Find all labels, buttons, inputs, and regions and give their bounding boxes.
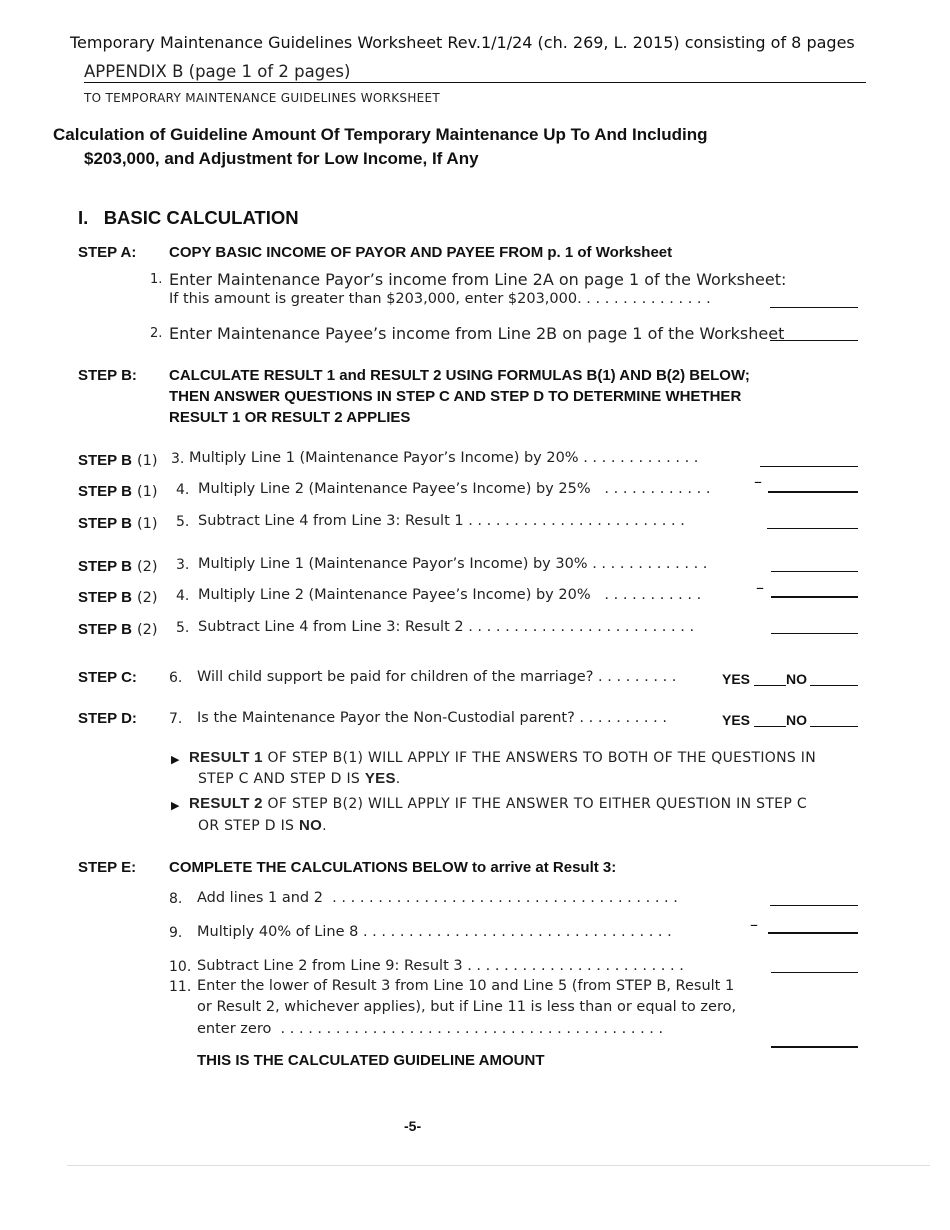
step-e-heading: COMPLETE THE CALCULATIONS BELOW to arrive at Result 3: [169,859,617,876]
formula-tag: (2) [137,622,158,638]
step-d-label: STEP D: [78,710,137,727]
b2-line-4-blank[interactable] [771,596,858,598]
line-6-number: 6. [169,670,183,686]
result-1-label: RESULT 1 [189,749,263,766]
appendix-label: APPENDIX B (page 1 of 2 pages) [84,62,351,81]
line-11-number: 11. [169,979,192,995]
step-d-yes-blank[interactable] [754,726,786,727]
line-10-text: Subtract Line 2 from Line 9: Result 3 . . . . . . . . . . . . . . . . . . . . . . . . [197,958,684,974]
step-c-no-blank[interactable] [810,685,858,686]
line-8-number: 8. [169,891,183,907]
result-1-note-line-1 [189,749,816,766]
line-2-number: 2. [150,326,163,341]
minus-sign: – [756,578,764,597]
page-number: -5- [404,1118,422,1134]
result-2-no: NO [298,817,323,834]
b2-line-3-blank[interactable] [771,571,858,572]
line-7-text: Is the Maintenance Payor the Non-Custodial parent? . . . . . . . . . . [197,710,667,726]
step-c-yes-blank[interactable] [754,685,786,686]
step-b2-line-5 [78,619,158,638]
line-1-number: 1. [150,272,163,287]
b1-line-3-blank[interactable] [760,466,858,467]
b2-line-5-number: 5. [176,620,190,636]
step-b1-line-3 [78,450,158,469]
line-2-text: Enter Maintenance Payee’s income from Line 2B on page 1 of the Worksheet [169,324,785,343]
result-1-text-cont: STEP C AND STEP D IS [198,771,365,787]
line-10-number: 10. [169,959,192,975]
line-8-text: Add lines 1 and 2 . . . . . . . . . . . . . . . . . . . . . . . . . . . . . . . . . . . . . . [197,890,678,906]
result-1-note-line-2 [198,770,401,787]
b2-line-3-text: Multiply Line 1 (Maintenance Payor’s Income) by 30% . . . . . . . . . . . . . [198,556,708,572]
step-b2-line-4 [78,587,158,606]
result-2-note-line-1 [189,795,807,812]
section-title: I. BASIC CALCULATION [78,207,299,228]
line-11-blank[interactable] [771,1046,858,1048]
formula-tag: (2) [137,559,158,575]
b1-line-3-text: Multiply Line 1 (Maintenance Payor’s Income) by 20% . . . . . . . . . . . . . [189,450,699,466]
period: . [395,771,401,787]
line-2-blank[interactable] [770,340,858,341]
result-2-bullet-icon: ▶ [171,799,180,812]
line-9-blank[interactable] [768,932,858,934]
result-1-yes: YES [364,770,396,787]
step-b1-line-5 [78,513,158,532]
step-c-label: STEP C: [78,669,137,686]
step-c-yes-label: YES [722,671,751,687]
step-b-word: STEP B [78,515,132,532]
calculated-guideline-amount-label: THIS IS THE CALCULATED GUIDELINE AMOUNT [197,1052,545,1069]
header-rule [84,82,866,83]
line-6-text: Will child support be paid for children of the marriage? . . . . . . . . . [197,669,677,685]
step-b-word: STEP B [78,621,132,638]
b1-line-5-text: Subtract Line 4 from Line 3: Result 1 . . . . . . . . . . . . . . . . . . . . . . . . [198,513,685,529]
minus-sign: – [754,472,762,491]
result-1-bullet-icon: ▶ [171,753,180,766]
line-1-text-cont: If this amount is greater than $203,000, enter $203,000. . . . . . . . . . . . . . . [169,291,711,307]
formula-tag: (1) [137,484,158,500]
b2-line-5-text: Subtract Line 4 from Line 3: Result 2 . . . . . . . . . . . . . . . . . . . . . . . . . [198,619,695,635]
main-title-line-1: Calculation of Guideline Amount Of Temporary Maintenance Up To And Including [53,125,708,144]
step-b-heading-3: RESULT 1 OR RESULT 2 APPLIES [169,409,411,426]
step-d-no-label: NO [786,712,807,728]
step-b-word: STEP B [78,483,132,500]
b2-line-5-blank[interactable] [771,633,858,634]
line-8-blank[interactable] [770,905,858,906]
main-title-line-2: $203,000, and Adjustment for Low Income, If Any [84,149,479,168]
b1-line-4-number: 4. [176,482,190,498]
formula-tag: (1) [137,516,158,532]
step-d-no-blank[interactable] [810,726,858,727]
formula-tag: (2) [137,590,158,606]
step-a-label: STEP A: [78,244,137,261]
result-2-label: RESULT 2 [189,795,263,812]
step-b2-line-3 [78,556,158,575]
step-a-heading: COPY BASIC INCOME OF PAYOR AND PAYEE FROM p. 1 of Worksheet [169,244,673,261]
result-2-note-line-2 [198,817,327,834]
line-11-text-cont: or Result 2, whichever applies), but if Line 11 is less than or equal to zero, [197,999,737,1015]
step-b-word: STEP B [78,452,132,469]
b1-line-5-blank[interactable] [767,528,858,529]
step-b-label: STEP B: [78,367,137,384]
step-b-word: STEP B [78,589,132,606]
line-11-text: Enter the lower of Result 3 from Line 10 and Line 5 (from STEP B, Result 1 [197,978,735,994]
b2-line-4-text: Multiply Line 2 (Maintenance Payee’s Income) by 20% . . . . . . . . . . . [198,587,702,603]
step-c-no-label: NO [786,671,807,687]
step-b1-line-4 [78,481,158,500]
b2-line-3-number: 3. [176,557,190,573]
footer-rule [67,1165,930,1166]
b2-line-4-number: 4. [176,588,190,604]
line-1-blank[interactable] [770,307,858,308]
b1-line-4-blank[interactable] [768,491,858,493]
header-subtitle: TO TEMPORARY MAINTENANCE GUIDELINES WORKSHEET [84,91,441,105]
step-b-word: STEP B [78,558,132,575]
formula-tag: (1) [137,453,158,469]
line-11-text-end: enter zero . . . . . . . . . . . . . . . . . . . . . . . . . . . . . . . . . . . . . . . . . . [197,1021,664,1037]
minus-sign: – [750,915,758,934]
b1-line-5-number: 5. [176,514,190,530]
line-7-number: 7. [169,711,183,727]
result-2-text-cont: OR STEP D IS [198,818,299,834]
result-2-text: OF STEP B(2) WILL APPLY IF THE ANSWER TO EITHER QUESTION IN STEP C [262,796,807,812]
line-9-number: 9. [169,925,183,941]
result-1-text: OF STEP B(1) WILL APPLY IF THE ANSWERS TO BOTH OF THE QUESTIONS IN [262,750,816,766]
document-title: Temporary Maintenance Guidelines Worksheet Rev.1/1/24 (ch. 269, L. 2015) consisting of 8 pages [70,33,855,52]
step-b-heading-1: CALCULATE RESULT 1 and RESULT 2 USING FORMULAS B(1) AND B(2) BELOW; [169,367,750,384]
step-d-yes-label: YES [722,712,751,728]
line-9-text: Multiply 40% of Line 8 . . . . . . . . . . . . . . . . . . . . . . . . . . . . . . . . . . [197,924,672,940]
step-e-label: STEP E: [78,859,137,876]
step-b-heading-2: THEN ANSWER QUESTIONS IN STEP C AND STEP D TO DETERMINE WHETHER [169,388,742,405]
b1-line-3-number: 3. [171,451,185,467]
line-10-blank[interactable] [771,972,858,973]
b1-line-4-text: Multiply Line 2 (Maintenance Payee’s Income) by 25% . . . . . . . . . . . . [198,481,711,497]
line-1-text: Enter Maintenance Payor’s income from Line 2A on page 1 of the Worksheet: [169,270,787,289]
period: . [322,818,327,834]
